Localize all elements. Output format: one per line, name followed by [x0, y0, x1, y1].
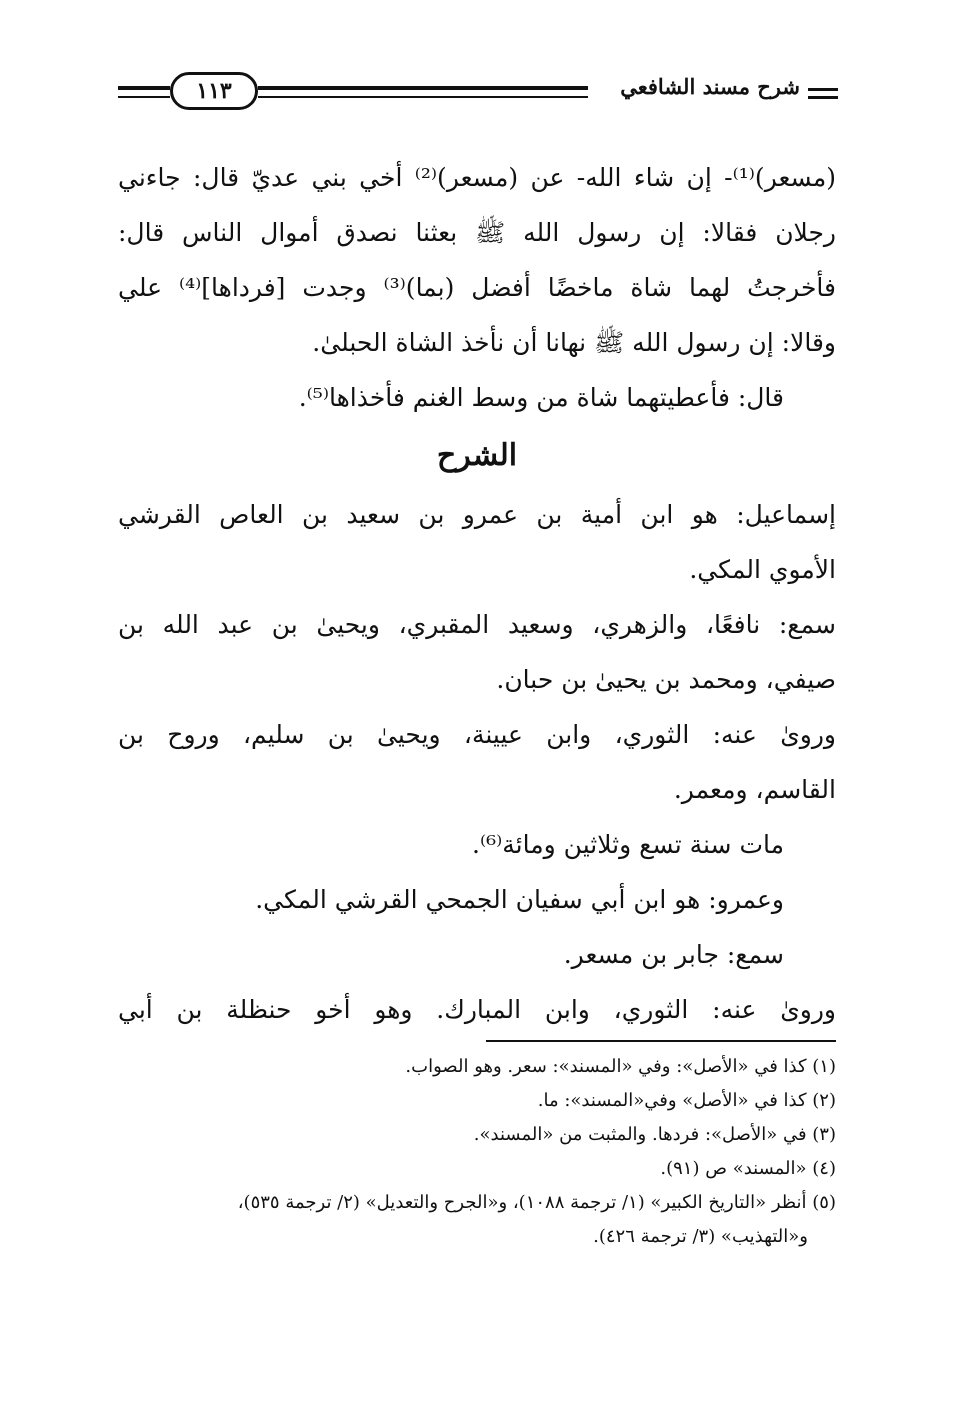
text-line: سمع: جابر بن مسعر. [563, 940, 784, 969]
main-text [118, 150, 836, 1037]
header-rule [258, 86, 588, 98]
text-line: إسماعيل: هو ابن أمية بن عمرو بن سعيد بن العاص القرشي [118, 500, 836, 529]
text-line: (مسعر)⁽¹⁾- إن شاء الله- عن (مسعر)⁽²⁾ أخي بني عديّ قال: جاءني [118, 163, 836, 192]
text-line: سمع: نافعًا، والزهري، وسعيد المقبري، ويحيىٰ بن عبد الله بن [118, 610, 836, 639]
text-line: وعمرو: هو ابن أبي سفيان الجمحي القرشي المكي. [255, 885, 784, 914]
text-line: القاسم، ومعمر. [673, 775, 836, 804]
footnote: (٤) «المسند» ص (٩١). [660, 1158, 836, 1179]
footnote: (٣) في «الأصل»: فردها. والمثبت من «المسند». [473, 1124, 836, 1145]
text-line: رجلان فقالا: إن رسول الله ﷺ بعثنا نصدق أموال الناس قال: [118, 218, 836, 247]
header-rule-left [118, 86, 170, 98]
text-line: وروىٰ عنه: الثوري، وابن المبارك. وهو أخو حنظلة بن أبي [118, 995, 836, 1024]
running-title: شرح مسند الشافعي [620, 74, 800, 99]
footnotes [118, 1050, 836, 1254]
page-number: ١١٣ [170, 72, 258, 110]
text-line: الأموي المكي. [689, 555, 836, 584]
footnote: (٢) كذا في «الأصل» وفي«المسند»: ما. [537, 1090, 836, 1111]
text-line: وروىٰ عنه: الثوري، وابن عيينة، ويحيىٰ بن سليم، وروح بن [118, 720, 836, 749]
header-ornament [808, 88, 838, 99]
text-line: وقالا: إن رسول الله ﷺ نهانا أن نأخذ الشاة الحبلىٰ. [312, 328, 836, 357]
footnote-separator [486, 1040, 836, 1042]
page-header [118, 68, 838, 116]
text-line: مات سنة تسع وثلاثين ومائة⁽⁶⁾. [472, 830, 784, 859]
text-line: فأخرجتُ لهما شاة ماخضًا أفضل (بما)⁽³⁾ وجدت [فرداها]⁽⁴⁾ علي [118, 273, 837, 302]
footnote-continuation: و«التهذيب» (٣/ ترجمة ٤٢٦). [593, 1226, 808, 1247]
section-heading: الشرح [436, 438, 518, 473]
footnote: (١) كذا في «الأصل»: وفي «المسند»: سعر. وهو الصواب. [405, 1056, 836, 1077]
text-line: قال: فأعطيتهما شاة من وسط الغنم فأخذاها⁽⁵⁾. [298, 383, 784, 412]
footnote: (٥) أنظر «التاريخ الكبير» (١/ ترجمة ١٠٨٨)، و«الجرح والتعديل» (٢/ ترجمة ٥٣٥)، [237, 1192, 836, 1213]
text-line: صيفي، ومحمد بن يحيىٰ بن حبان. [496, 665, 836, 694]
